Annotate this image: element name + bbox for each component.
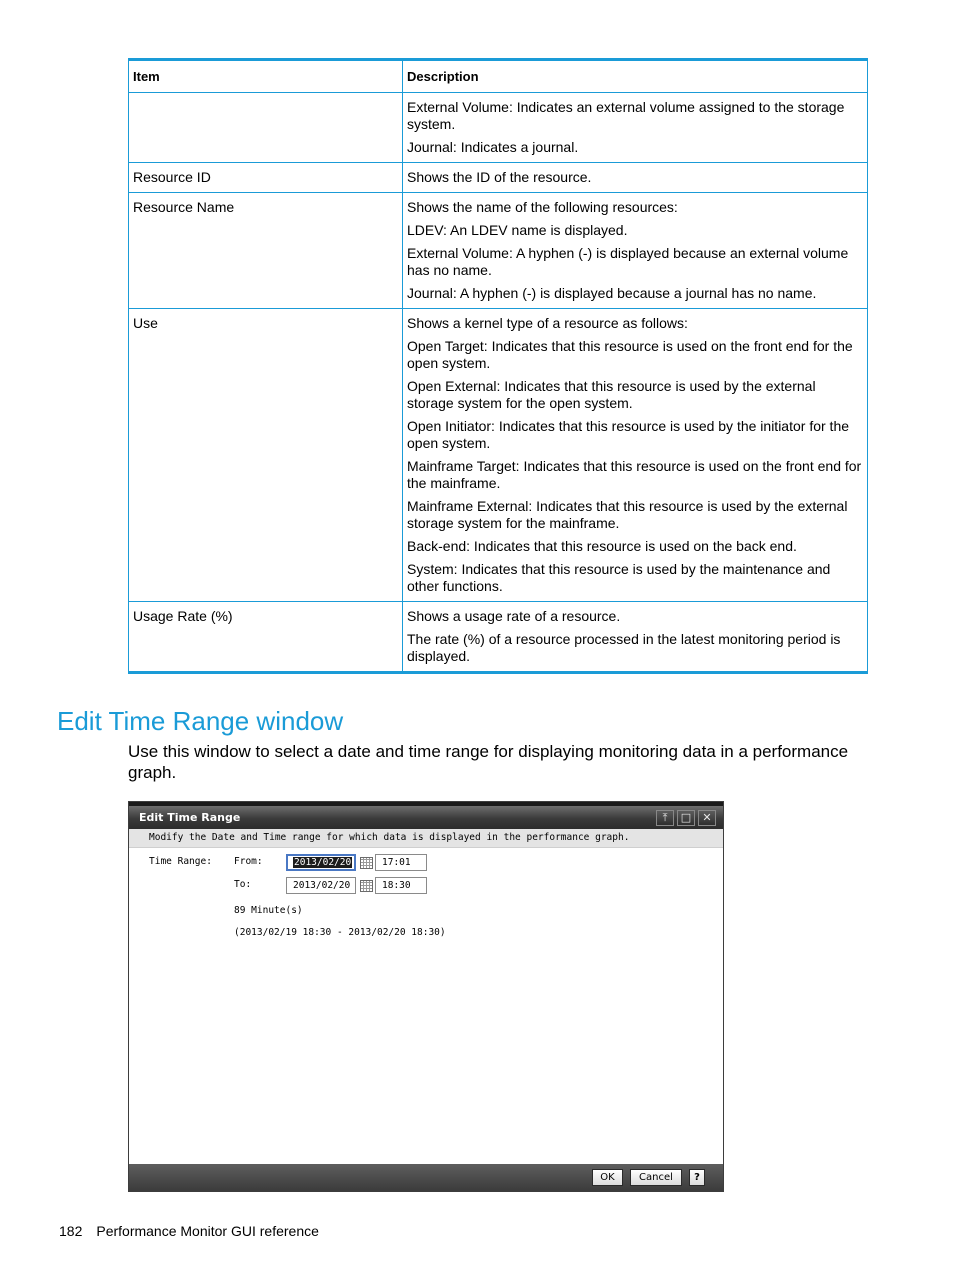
page-number: 182 <box>59 1223 83 1239</box>
description-line: Back-end: Indicates that this resource is used on the back end. <box>407 538 797 554</box>
from-date-value: 2013/02/20 <box>294 857 352 868</box>
table-row <box>129 602 868 673</box>
row-item: Usage Rate (%) <box>129 602 403 673</box>
row-item: Resource ID <box>129 163 403 193</box>
from-label: From: <box>234 856 263 867</box>
header-item: Item <box>129 60 403 93</box>
description-line: Mainframe Target: Indicates that this resource is used on the front end for the mainframe. <box>407 458 862 491</box>
description-line: Journal: Indicates a journal. <box>407 139 579 155</box>
duration-text: 89 Minute(s) <box>234 905 303 916</box>
time-range-label: Time Range: <box>149 856 212 867</box>
description-line: System: Indicates that this resource is used by the maintenance and other functions. <box>407 561 831 594</box>
row-item: Resource Name <box>129 193 403 309</box>
row-item <box>129 93 403 163</box>
description-line: Journal: A hyphen (-) is displayed because a journal has no name. <box>407 285 817 301</box>
table-row <box>129 193 868 309</box>
footer-section: Performance Monitor GUI reference <box>96 1223 319 1239</box>
description-line: Shows a kernel type of a resource as follows: <box>407 315 688 331</box>
to-time-input[interactable]: 18:30 <box>375 877 427 894</box>
from-date-input[interactable] <box>286 854 356 871</box>
description-line: Open External: Indicates that this resource is used by the external storage system for the open system. <box>407 378 816 411</box>
description-line: LDEV: An LDEV name is displayed. <box>407 222 628 238</box>
page-footer <box>59 1223 319 1239</box>
dialog-subheader <box>129 829 723 848</box>
resource-table <box>128 58 868 674</box>
row-description <box>403 602 868 673</box>
help-icon[interactable]: ? <box>689 1169 705 1186</box>
to-date-input[interactable]: 2013/02/20 <box>286 877 356 894</box>
cancel-button[interactable]: Cancel <box>630 1169 682 1186</box>
section-title: Edit Time Range window <box>57 706 344 736</box>
table-row <box>129 93 868 163</box>
dialog-description: Modify the Date and Time range for which data is displayed in the performance graph. <box>149 832 630 843</box>
description-line: Shows a usage rate of a resource. <box>407 608 621 624</box>
to-label: To: <box>234 879 252 890</box>
dialog-titlebar <box>129 802 723 829</box>
description-line: Open Initiator: Indicates that this resource is used by the initiator for the open system. <box>407 418 850 451</box>
edit-time-range-dialog <box>128 801 724 1192</box>
maximize-icon[interactable]: □ <box>677 810 695 826</box>
close-icon[interactable]: ✕ <box>698 810 716 826</box>
row-item: Use <box>129 309 403 602</box>
row-description <box>403 193 868 309</box>
description-line: Mainframe External: Indicates that this resource is used by the external storage system for the mainframe. <box>407 498 848 531</box>
header-description: Description <box>403 60 868 93</box>
ok-button[interactable]: OK <box>592 1169 623 1186</box>
description-line: Shows the name of the following resources: <box>407 199 678 215</box>
section-intro: Use this window to select a date and time range for displaying monitoring data in a performance graph. <box>128 742 849 782</box>
dialog-footer <box>129 1164 723 1191</box>
row-description <box>403 163 868 193</box>
dialog-title: Edit Time Range <box>139 811 241 824</box>
table-row <box>129 309 868 602</box>
calendar-icon[interactable] <box>360 880 373 892</box>
description-line: The rate (%) of a resource processed in the latest monitoring period is displayed. <box>407 631 841 664</box>
description-line: External Volume: A hyphen (-) is displayed because an external volume has no name. <box>407 245 849 278</box>
table-header-row <box>129 60 868 93</box>
range-summary-text: (2013/02/19 18:30 - 2013/02/20 18:30) <box>234 927 446 938</box>
table-row <box>129 163 868 193</box>
pin-icon[interactable]: ⤒ <box>656 810 674 826</box>
calendar-icon[interactable] <box>360 857 373 869</box>
description-line: Shows the ID of the resource. <box>407 169 592 185</box>
description-line: External Volume: Indicates an external volume assigned to the storage system. <box>407 99 845 132</box>
from-time-input[interactable]: 17:01 <box>375 854 427 871</box>
row-description <box>403 93 868 163</box>
row-description <box>403 309 868 602</box>
description-line: Open Target: Indicates that this resource is used on the front end for the open system. <box>407 338 853 371</box>
